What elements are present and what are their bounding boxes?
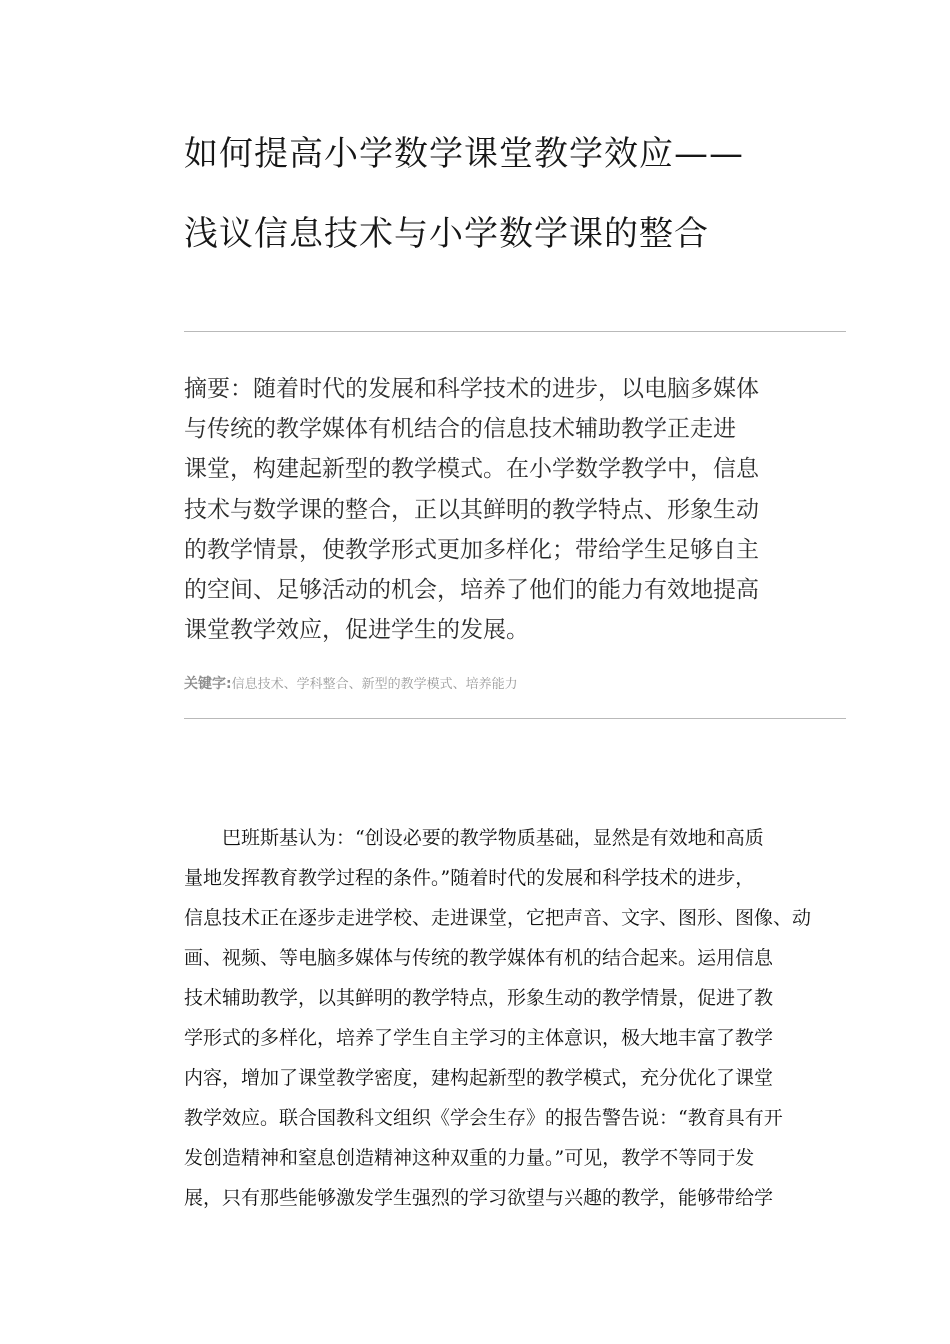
body-line: 学形式的多样化，培养了学生自主学习的主体意识，极大地丰富了教学 [184, 1027, 774, 1049]
keywords-value: 信息技术、学科整合、新型的教学模式、培养能力 [231, 677, 518, 692]
divider-top [184, 331, 846, 332]
body-line: 内容，增加了课堂教学密度，建构起新型的教学模式，充分优化了课堂 [184, 1067, 774, 1089]
body-line: 教学效应。联合国教科文组织《学会生存》的报告警告说：“教育具有开 [184, 1107, 783, 1129]
body-line: 信息技术正在逐步走进学校、走进课堂，它把声音、文字、图形、图像、动 [184, 907, 812, 929]
body-line: 发创造精神和窒息创造精神这种双重的力量。”可见，教学不等同于发 [184, 1147, 755, 1169]
body-line: 技术辅助教学，以其鲜明的教学特点，形象生动的教学情景，促进了教 [184, 987, 774, 1009]
body-paragraph [184, 818, 812, 1218]
body-line: 量地发挥教育教学过程的条件。”随着时代的发展和科学技术的进步， [184, 867, 755, 889]
title-line-2: 浅议信息技术与小学数学课的整合 [184, 214, 709, 254]
abstract-line: 的教学情景，使教学形式更加多样化；带给学生足够自主 [184, 536, 759, 563]
abstract-line: 摘要：随着时代的发展和科学技术的进步，以电脑多媒体 [184, 376, 759, 402]
body-line: 展，只有那些能够激发学生强烈的学习欲望与兴趣的教学，能够带给学 [184, 1187, 774, 1209]
title-line-1: 如何提高小学数学课堂教学效应—— [184, 134, 744, 174]
abstract [184, 369, 784, 650]
abstract-line: 技术与数学课的整合，正以其鲜明的教学特点、形象生动 [184, 496, 759, 523]
body-line: 画、视频、等电脑多媒体与传统的教学媒体有机的结合起来。运用信息 [184, 947, 774, 969]
divider-bottom [184, 718, 846, 719]
abstract-line: 课堂，构建起新型的教学模式。在小学数学教学中，信息 [184, 456, 759, 483]
abstract-line: 与传统的教学媒体有机结合的信息技术辅助教学正走进 [184, 416, 736, 443]
body-line: 巴班斯基认为：“创设必要的教学物质基础，显然是有效地和高质 [184, 827, 764, 849]
keywords-label: 关键字: [184, 676, 232, 692]
abstract-line: 课堂教学效应，促进学生的发展。 [184, 617, 529, 644]
keywords [184, 675, 518, 694]
abstract-line: 的空间、足够活动的机会，培养了他们的能力有效地提高 [184, 576, 759, 603]
